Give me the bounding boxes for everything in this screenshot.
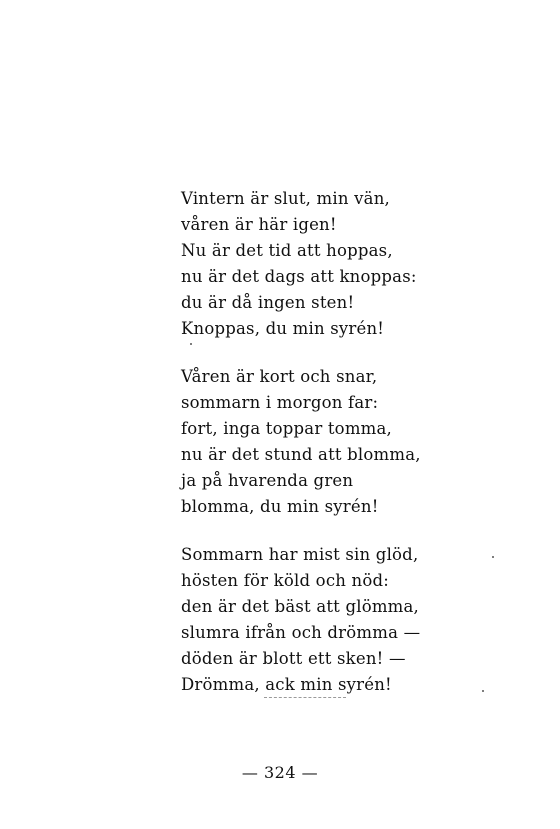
poem-line: Sommarn har mist sin glöd, (181, 545, 419, 564)
poem-line: fort, inga toppar tomma, (181, 419, 392, 438)
section-divider (264, 697, 346, 698)
poem-line: blomma, du min syrén! (181, 497, 379, 516)
poem-line: sommarn i morgon far: (181, 393, 379, 412)
poem-line: du är då ingen sten! (181, 293, 355, 312)
stanza-2 (181, 364, 441, 520)
poem-line: hösten för köld och nöd: (181, 571, 390, 590)
poem-line: våren är här igen! (181, 215, 337, 234)
stanza-3 (181, 542, 441, 698)
poem-line: ja på hvarenda gren (181, 471, 354, 490)
poem-line: döden är blott ett sken! — (181, 649, 406, 668)
poem-line: nu är det dags att knoppas: (181, 267, 417, 286)
paper-speck (190, 343, 192, 345)
poem-line: Vintern är slut, min vän, (181, 189, 390, 208)
poem (181, 186, 441, 720)
stanza-1 (181, 186, 441, 342)
paper-speck (492, 556, 494, 558)
page-number: — 324 — (241, 763, 319, 782)
poem-line: Nu är det tid att hoppas, (181, 241, 393, 260)
paper-speck (482, 690, 484, 692)
poem-line: Drömma, ack min syrén! (181, 675, 392, 694)
poem-line: Knoppas, du min syrén! (181, 319, 385, 338)
poem-line: den är det bäst att glömma, (181, 597, 420, 616)
poem-line: slumra ifrån och drömma — (181, 623, 421, 642)
poem-line: nu är det stund att blomma, (181, 445, 421, 464)
poem-line: Våren är kort och snar, (181, 367, 378, 386)
